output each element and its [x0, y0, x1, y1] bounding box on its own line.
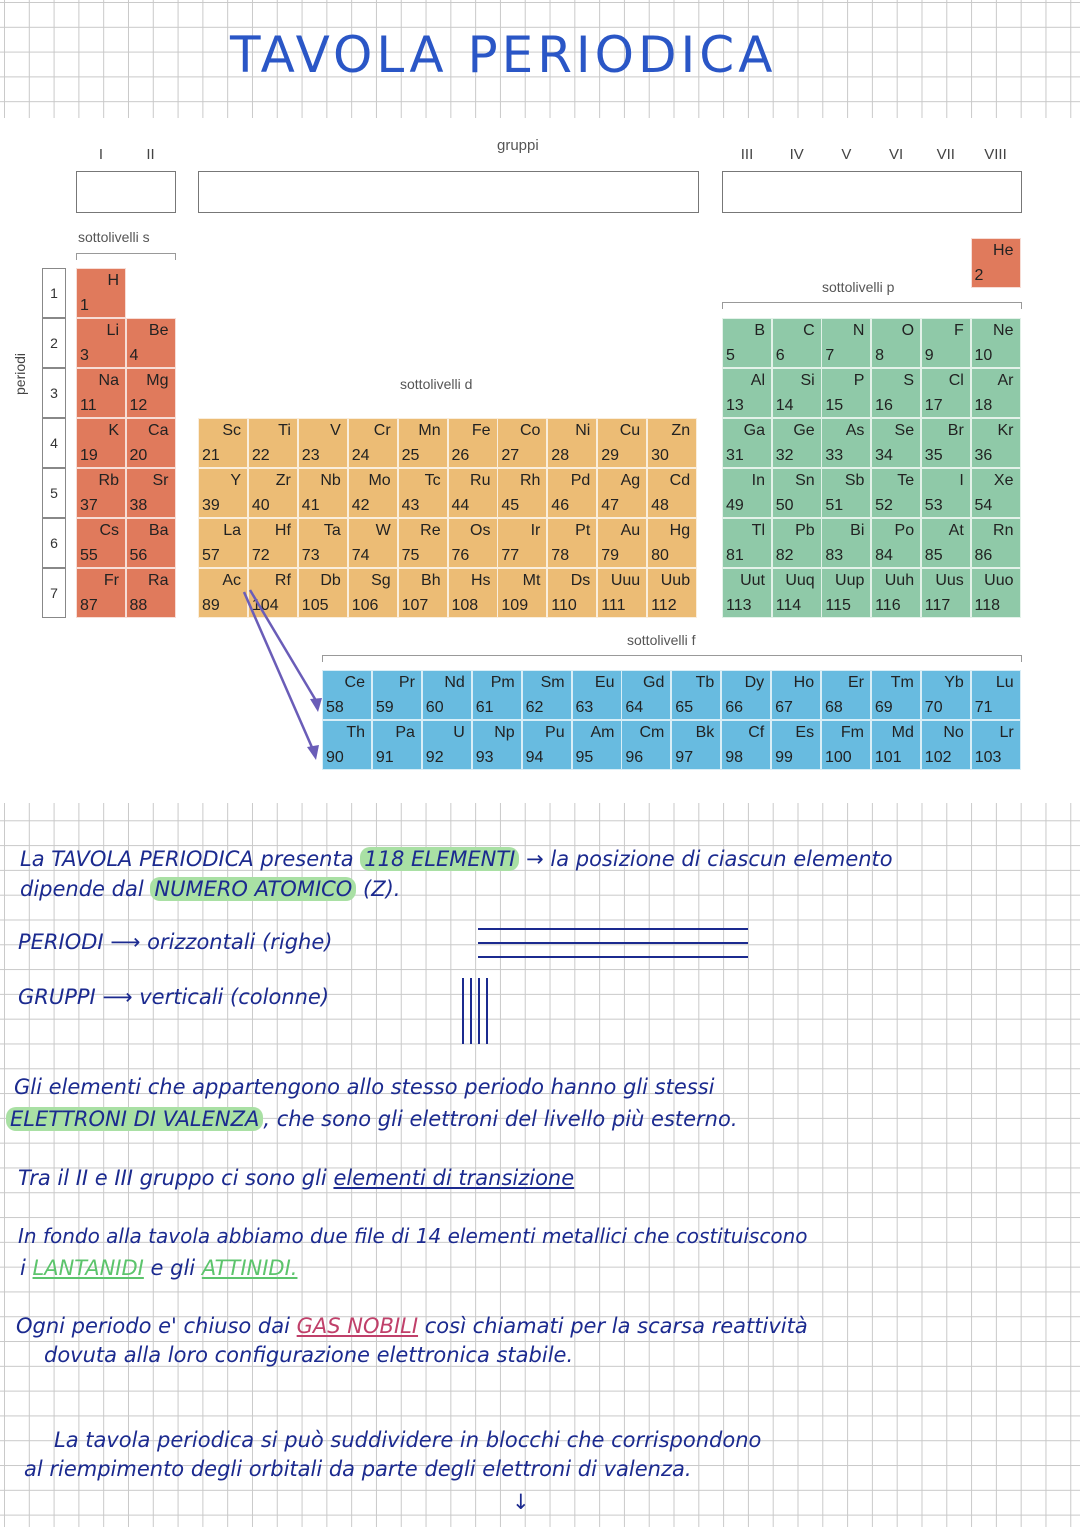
- element-symbol: Tm: [890, 674, 914, 691]
- element-symbol: P: [853, 372, 865, 389]
- atomic-number: 88: [129, 597, 148, 614]
- atomic-number: 112: [651, 597, 677, 614]
- element-symbol: Al: [750, 372, 765, 389]
- atomic-number: 104: [251, 597, 279, 614]
- element-symbol: C: [803, 322, 815, 339]
- atomic-number: 111: [601, 597, 626, 614]
- atomic-number: 66: [725, 699, 743, 716]
- element-symbol: Sc: [222, 422, 241, 439]
- element-symbol: Pd: [570, 472, 591, 489]
- element-symbol: Fe: [471, 422, 491, 439]
- atomic-number: 35: [924, 447, 943, 464]
- arrow-icon: ⟶: [102, 985, 140, 1009]
- element-symbol: Cu: [619, 422, 641, 439]
- element-symbol: Tc: [424, 472, 441, 489]
- element-symbol: Li: [106, 322, 119, 339]
- element-symbol: Dy: [744, 674, 765, 691]
- roman-group-label: IV: [789, 146, 804, 163]
- atomic-number: 93: [475, 749, 494, 766]
- period-number: 1: [42, 268, 66, 318]
- element-symbol: Ir: [530, 522, 541, 539]
- atomic-number: 84: [875, 547, 893, 564]
- atomic-number: 17: [924, 397, 943, 414]
- atomic-number: 21: [202, 447, 220, 464]
- atomic-number: 4: [129, 347, 139, 364]
- atomic-number: 64: [625, 699, 644, 716]
- note-p3-line1: In fondo alla tavola abbiamo due file di 14 elementi metallici che costituiscono: [18, 1224, 808, 1248]
- element-symbol: Ds: [570, 572, 591, 589]
- element-symbol: Yb: [944, 674, 964, 691]
- element-symbol: Pr: [398, 674, 415, 691]
- atomic-number: 26: [451, 447, 470, 464]
- element-symbol: Bi: [850, 522, 865, 539]
- element-symbol: Pb: [795, 522, 815, 539]
- atomic-number: 87: [80, 597, 98, 614]
- atomic-number: 91: [375, 749, 394, 766]
- atomic-number: 19: [80, 447, 98, 464]
- atomic-number: 89: [202, 597, 220, 614]
- atomic-number: 12: [129, 397, 148, 414]
- element-symbol: B: [754, 322, 765, 339]
- atomic-number: 113: [726, 597, 752, 614]
- atomic-number: 109: [501, 597, 529, 614]
- atomic-number: 108: [451, 597, 479, 614]
- roman-group-label: VIII: [984, 146, 1007, 163]
- atomic-number: 76: [451, 547, 470, 564]
- period-number: 3: [42, 368, 66, 418]
- atomic-number: 62: [525, 699, 544, 716]
- atomic-number: 30: [651, 447, 669, 464]
- note-p4-b: così chiamati per la scarsa reattività: [424, 1314, 808, 1338]
- atomic-number: 74: [351, 547, 370, 564]
- atomic-number: 23: [301, 447, 320, 464]
- note-periodi: [18, 930, 332, 954]
- element-symbol: Ag: [620, 472, 641, 489]
- element-symbol: Lr: [999, 724, 1014, 741]
- element-symbol: Sb: [844, 472, 865, 489]
- d-sublevel-label: sottolivelli d: [400, 376, 473, 392]
- note-l2-b: (Z).: [363, 877, 401, 901]
- element-symbol: Fm: [840, 724, 864, 741]
- element-symbol: Ne: [993, 322, 1014, 339]
- element-symbol: Tb: [695, 674, 715, 691]
- element-symbol: Po: [894, 522, 915, 539]
- atomic-number: 22: [251, 447, 270, 464]
- note-p4-a: Ogni periodo e' chiuso dai: [16, 1314, 290, 1338]
- atomic-number: 53: [924, 497, 943, 514]
- atomic-number: 97: [675, 749, 694, 766]
- atomic-number: 33: [825, 447, 844, 464]
- atomic-number: 51: [825, 497, 844, 514]
- element-symbol: Uus: [935, 572, 964, 589]
- atomic-number: 69: [874, 699, 893, 716]
- atomic-number: 103: [974, 749, 1002, 766]
- element-symbol: Ru: [470, 472, 491, 489]
- element-symbol: At: [948, 522, 964, 539]
- element-symbol: La: [223, 522, 241, 539]
- p-sublevel-label: sottolivelli p: [822, 279, 895, 295]
- roman-group-label: VI: [889, 146, 904, 163]
- atomic-number: 42: [351, 497, 370, 514]
- atomic-number: 106: [351, 597, 379, 614]
- attinidi: ATTINIDI.: [201, 1256, 298, 1280]
- atomic-number: 116: [875, 597, 901, 614]
- atomic-number: 56: [129, 547, 148, 564]
- element-symbol: Ra: [148, 572, 169, 589]
- atomic-number: 77: [501, 547, 520, 564]
- element-symbol: Er: [848, 674, 864, 691]
- atomic-number: 5: [726, 347, 735, 364]
- atomic-number: 65: [675, 699, 694, 716]
- note-p2: [18, 1166, 574, 1190]
- period-number: 5: [42, 468, 66, 518]
- element-symbol: As: [845, 422, 865, 439]
- element-symbol: Ga: [743, 422, 765, 439]
- note-p1-b: , che sono gli elettroni del livello più esterno.: [263, 1107, 738, 1131]
- element-symbol: Br: [947, 422, 964, 439]
- element-symbol: Xe: [993, 472, 1014, 489]
- element-symbol: S: [903, 372, 915, 389]
- atomic-number: 59: [375, 699, 394, 716]
- atomic-number: 92: [425, 749, 444, 766]
- atomic-number: 105: [301, 597, 329, 614]
- atomic-number: 14: [775, 397, 794, 414]
- note-line-2: [20, 877, 400, 901]
- note-p1-line1: Gli elementi che appartengono allo stesso periodo hanno gli stessi: [14, 1075, 715, 1099]
- atomic-number: 16: [875, 397, 893, 414]
- element-symbol: Ar: [997, 372, 1014, 389]
- atomic-number: 90: [326, 749, 344, 766]
- element-symbol: I: [959, 472, 964, 489]
- roman-group-label: V: [841, 146, 852, 163]
- element-symbol: Hf: [274, 522, 291, 539]
- atomic-number: 31: [726, 447, 744, 464]
- atomic-number: 49: [726, 497, 744, 514]
- arrow-icon: ⟶: [110, 930, 148, 954]
- element-symbol: Uuu: [610, 572, 641, 589]
- element-symbol: Pm: [490, 674, 515, 691]
- note-l1-b: la posizione di ciascun elemento: [550, 847, 893, 871]
- note-p2-a: Tra il II e III gruppo ci sono gli: [18, 1166, 327, 1190]
- atomic-number: 98: [725, 749, 743, 766]
- element-symbol: Re: [420, 522, 441, 539]
- atomic-number: 100: [825, 749, 852, 766]
- note-p3-b: i: [20, 1256, 26, 1280]
- atomic-number: 102: [924, 749, 952, 766]
- atomic-number: 7: [825, 347, 835, 364]
- element-symbol: Se: [894, 422, 915, 439]
- atomic-number: 50: [775, 497, 794, 514]
- element-symbol: Md: [891, 724, 914, 741]
- element-symbol: Sr: [152, 472, 169, 489]
- element-symbol: Na: [98, 372, 119, 389]
- element-symbol: Mn: [418, 422, 441, 439]
- atomic-number: 85: [924, 547, 943, 564]
- note-gruppi: [18, 985, 329, 1009]
- atomic-number: 37: [80, 497, 98, 514]
- element-symbol: Cm: [639, 724, 665, 741]
- element-symbol: Ca: [148, 422, 169, 439]
- atomic-number: 24: [351, 447, 370, 464]
- note-p1-line2: [6, 1107, 738, 1131]
- atomic-number: 3: [80, 347, 89, 364]
- atomic-number: 40: [251, 497, 270, 514]
- atomic-number: 41: [301, 497, 320, 514]
- element-symbol: Db: [320, 572, 341, 589]
- element-symbol: Ni: [575, 422, 591, 439]
- atomic-number: 57: [202, 547, 220, 564]
- s-sublevel-label: sottolivelli s: [78, 229, 150, 245]
- atomic-number: 86: [974, 547, 993, 564]
- groups-label: gruppi: [497, 137, 539, 154]
- atomic-number: 75: [401, 547, 420, 564]
- atomic-number: 107: [401, 597, 429, 614]
- element-symbol: Au: [620, 522, 641, 539]
- atomic-number: 115: [825, 597, 851, 614]
- atomic-number: 54: [974, 497, 993, 514]
- element-symbol: Si: [800, 372, 815, 389]
- element-symbol: Eu: [594, 674, 615, 691]
- element-symbol: Ge: [793, 422, 815, 439]
- atomic-number: 80: [651, 547, 669, 564]
- atomic-number: 39: [202, 497, 220, 514]
- element-symbol: Bk: [695, 724, 715, 741]
- element-symbol: Sg: [371, 572, 391, 589]
- element-symbol: Rb: [98, 472, 119, 489]
- element-symbol: He: [993, 242, 1014, 259]
- atomic-number: 44: [451, 497, 470, 514]
- atomic-number: 72: [251, 547, 270, 564]
- element-symbol: Bh: [421, 572, 441, 589]
- atomic-number: 96: [625, 749, 644, 766]
- element-symbol: Uuh: [884, 572, 915, 589]
- atomic-number: 27: [501, 447, 520, 464]
- note-p5-line1: La tavola periodica si può suddividere in blocchi che corrispondono: [54, 1428, 762, 1452]
- atomic-number: 15: [825, 397, 844, 414]
- atomic-number: 10: [974, 347, 993, 364]
- period-number: 7: [42, 568, 66, 618]
- atomic-number: 114: [775, 597, 802, 614]
- element-symbol: Ti: [278, 422, 291, 439]
- element-symbol: Cl: [948, 372, 964, 389]
- note-p4-line2: dovuta alla loro configurazione elettronica stabile.: [44, 1343, 574, 1367]
- element-symbol: Hs: [470, 572, 491, 589]
- element-symbol: Rf: [274, 572, 291, 589]
- atomic-number: 79: [601, 547, 619, 564]
- element-symbol: Os: [470, 522, 491, 539]
- element-symbol: Pa: [395, 724, 415, 741]
- atomic-number: 43: [401, 497, 420, 514]
- atomic-number: 83: [825, 547, 844, 564]
- f-sublevel-label: sottolivelli f: [627, 632, 696, 648]
- period-number: 4: [42, 418, 66, 468]
- element-symbol: Np: [494, 724, 515, 741]
- roman-group-label: II: [146, 146, 155, 163]
- element-symbol: Cd: [669, 472, 691, 489]
- element-symbol: Cs: [99, 522, 119, 539]
- atomic-number: 48: [651, 497, 669, 514]
- atomic-number: 18: [974, 397, 993, 414]
- element-symbol: W: [375, 522, 391, 539]
- atomic-number: 82: [775, 547, 794, 564]
- element-symbol: Nb: [320, 472, 341, 489]
- highlight-numero-atomico: NUMERO ATOMICO: [150, 877, 356, 901]
- note-line-1: [20, 847, 893, 871]
- gruppi-desc: verticali (colonne): [139, 985, 330, 1009]
- gas-nobili: GAS NOBILI: [296, 1314, 419, 1338]
- atomic-number: 29: [601, 447, 619, 464]
- element-symbol: Ce: [344, 674, 365, 691]
- element-symbol: Fr: [103, 572, 119, 589]
- atomic-number: 117: [924, 597, 951, 614]
- roman-group-label: VII: [936, 146, 955, 163]
- periods-label: periodi: [12, 352, 28, 395]
- atomic-number: 70: [924, 699, 943, 716]
- atomic-number: 13: [726, 397, 744, 414]
- element-symbol: Sn: [795, 472, 815, 489]
- atomic-number: 81: [726, 547, 744, 564]
- element-symbol: Ba: [148, 522, 169, 539]
- element-symbol: Ac: [222, 572, 241, 589]
- element-symbol: Ta: [323, 522, 341, 539]
- elementi-transizione: elementi di transizione: [333, 1166, 575, 1190]
- element-symbol: Ho: [793, 674, 815, 691]
- atomic-number: 47: [601, 497, 619, 514]
- atomic-number: 78: [551, 547, 570, 564]
- arrow-icon: →: [526, 847, 544, 871]
- down-arrow-icon: ↓: [512, 1490, 530, 1514]
- page-title: TAVOLA PERIODICA: [230, 26, 777, 84]
- period-number: 6: [42, 518, 66, 568]
- element-symbol: F: [954, 322, 964, 339]
- element-symbol: V: [330, 422, 341, 439]
- atomic-number: 20: [129, 447, 148, 464]
- element-symbol: Mt: [522, 572, 541, 589]
- element-symbol: Lu: [995, 674, 1014, 691]
- element-symbol: Uuo: [984, 572, 1014, 589]
- element-symbol: Zn: [671, 422, 691, 439]
- atomic-number: 67: [775, 699, 793, 716]
- element-symbol: Uut: [740, 572, 765, 589]
- lantanidi: LANTANIDI: [32, 1256, 144, 1280]
- atomic-number: 73: [301, 547, 320, 564]
- element-symbol: Am: [590, 724, 615, 741]
- element-symbol: Rh: [519, 472, 541, 489]
- roman-group-label: III: [740, 146, 754, 163]
- atomic-number: 68: [825, 699, 843, 716]
- atomic-number: 46: [551, 497, 570, 514]
- element-symbol: Uub: [660, 572, 691, 589]
- element-symbol: Tl: [751, 522, 765, 539]
- element-symbol: Uup: [835, 572, 865, 589]
- element-symbol: Es: [795, 724, 815, 741]
- note-p3-c: e gli: [150, 1256, 196, 1280]
- element-symbol: H: [107, 272, 119, 289]
- periodi-desc: orizzontali (righe): [147, 930, 333, 954]
- atomic-number: 99: [775, 749, 793, 766]
- atomic-number: 52: [875, 497, 893, 514]
- element-symbol: Te: [897, 472, 915, 489]
- element-symbol: Kr: [997, 422, 1014, 439]
- element-symbol: Pu: [545, 724, 565, 741]
- element-symbol: Rn: [993, 522, 1014, 539]
- atomic-number: 25: [401, 447, 420, 464]
- note-l1-a: La TAVOLA PERIODICA presenta: [20, 847, 354, 871]
- element-symbol: Gd: [643, 674, 665, 691]
- note-p4-line1: [16, 1314, 808, 1338]
- atomic-number: 60: [425, 699, 444, 716]
- roman-group-label: I: [98, 146, 104, 163]
- atomic-number: 110: [551, 597, 577, 614]
- element-symbol: K: [108, 422, 119, 439]
- element-symbol: Sm: [540, 674, 565, 691]
- note-p5-line2: al riempimento degli orbitali da parte degli elettroni di valenza.: [24, 1457, 692, 1481]
- element-symbol: Co: [519, 422, 541, 439]
- gruppi-term: GRUPPI: [18, 985, 96, 1009]
- atomic-number: 38: [129, 497, 148, 514]
- atomic-number: 32: [775, 447, 794, 464]
- atomic-number: 34: [875, 447, 893, 464]
- atomic-number: 71: [974, 699, 993, 716]
- element-symbol: Zr: [275, 472, 291, 489]
- element-symbol: Uuq: [785, 572, 815, 589]
- element-symbol: Nd: [444, 674, 465, 691]
- element-symbol: Be: [148, 322, 169, 339]
- atomic-number: 55: [80, 547, 98, 564]
- atomic-number: 2: [974, 267, 984, 284]
- atomic-number: 8: [875, 347, 884, 364]
- atomic-number: 95: [575, 749, 594, 766]
- element-symbol: U: [453, 724, 465, 741]
- element-symbol: Mo: [368, 472, 391, 489]
- periodi-term: PERIODI: [18, 930, 104, 954]
- element-symbol: Cr: [373, 422, 391, 439]
- element-symbol: N: [852, 322, 865, 339]
- atomic-number: 9: [924, 347, 934, 364]
- atomic-number: 118: [974, 597, 1001, 614]
- note-p3-line2: [20, 1256, 297, 1280]
- highlight-118-elementi: 118 ELEMENTI: [360, 847, 519, 871]
- element-symbol: Th: [346, 724, 365, 741]
- atomic-number: 63: [575, 699, 594, 716]
- element-symbol: Y: [230, 472, 241, 489]
- element-symbol: In: [751, 472, 765, 489]
- atomic-number: 1: [80, 297, 89, 314]
- highlight-elettroni-valenza: ELETTRONI DI VALENZA: [6, 1107, 263, 1131]
- period-number: 2: [42, 318, 66, 368]
- element-symbol: O: [901, 322, 915, 339]
- atomic-number: 58: [326, 699, 344, 716]
- note-l2-a: dipende dal: [20, 877, 144, 901]
- element-symbol: Cf: [748, 724, 765, 741]
- atomic-number: 6: [775, 347, 785, 364]
- element-symbol: No: [943, 724, 964, 741]
- atomic-number: 45: [501, 497, 520, 514]
- atomic-number: 28: [551, 447, 570, 464]
- atomic-number: 11: [80, 397, 97, 414]
- atomic-number: 94: [525, 749, 544, 766]
- element-symbol: Pt: [575, 522, 591, 539]
- atomic-number: 61: [475, 699, 494, 716]
- element-symbol: Hg: [669, 522, 691, 539]
- atomic-number: 101: [874, 749, 902, 766]
- atomic-number: 36: [974, 447, 993, 464]
- element-symbol: Mg: [146, 372, 169, 389]
